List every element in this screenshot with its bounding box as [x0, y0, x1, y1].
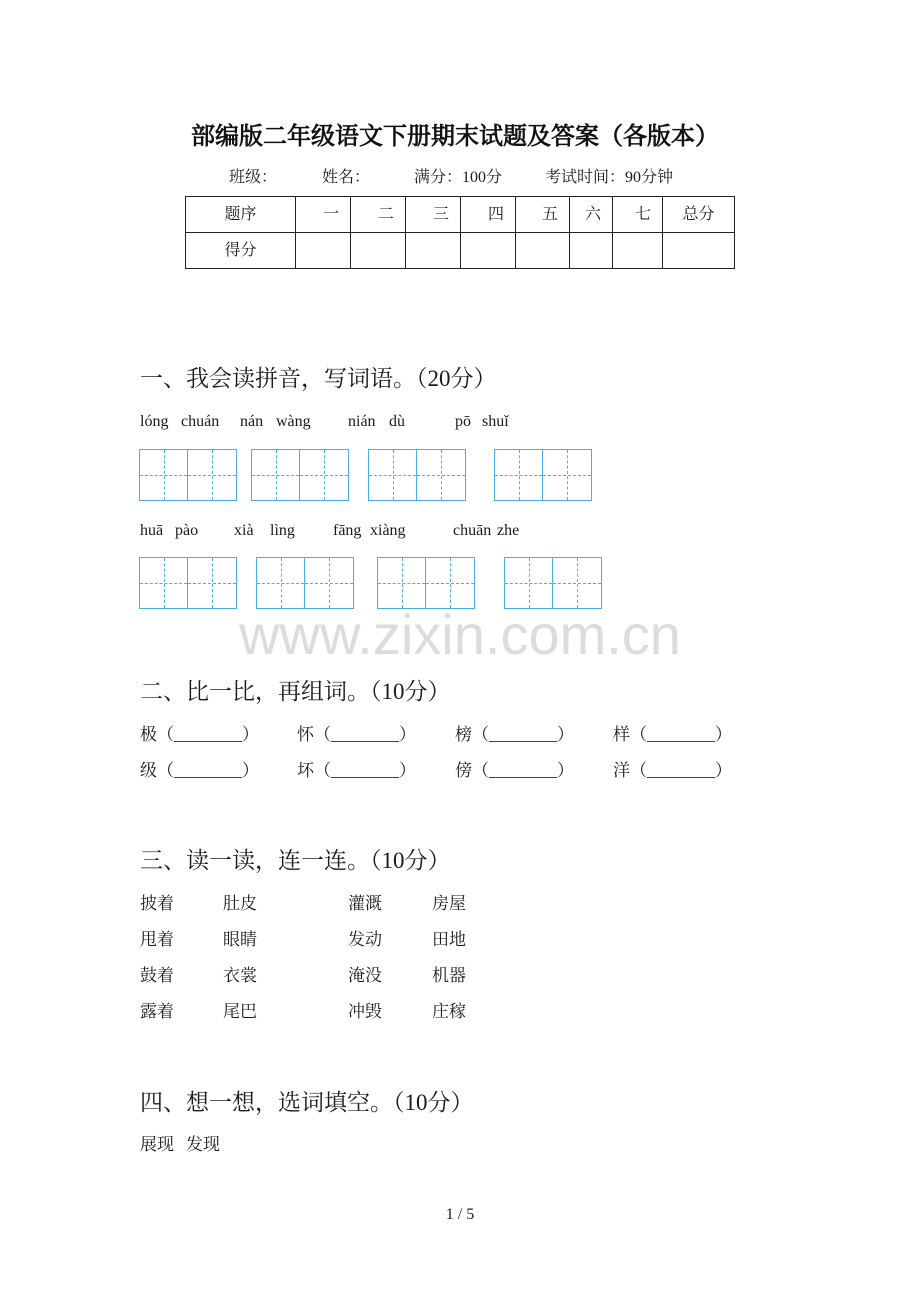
- pinyin-syllable: nián: [348, 413, 376, 430]
- writing-box: [305, 557, 354, 609]
- score-table: [185, 196, 735, 269]
- fill-in-item: 坏（________）: [297, 761, 416, 780]
- class-label: 班级：: [229, 169, 278, 186]
- score-cell: [570, 233, 613, 269]
- match-word: 机器: [432, 966, 466, 985]
- score-cell: [406, 233, 461, 269]
- score-cell: [613, 233, 663, 269]
- writing-box: [553, 557, 602, 609]
- writing-grid: [494, 449, 592, 501]
- fill-in-item: 怀（________）: [297, 725, 416, 744]
- match-word: 淹没: [348, 966, 382, 985]
- match-word: 甩着: [140, 930, 174, 949]
- match-word: 肚皮: [223, 894, 257, 913]
- section-3-heading: 三、读一读，连一连。（10分）: [140, 848, 451, 873]
- writing-box: [504, 557, 553, 609]
- pinyin-syllable: dù: [389, 413, 405, 430]
- score-label: 得分: [186, 233, 296, 269]
- writing-box: [426, 557, 475, 609]
- fill-in-item: 傍（________）: [455, 761, 574, 780]
- writing-grid: [139, 449, 237, 501]
- pinyin-syllable: chuán: [181, 413, 220, 430]
- writing-box: [543, 449, 592, 501]
- fill-in-item: 榜（________）: [455, 725, 574, 744]
- column-header: 六: [570, 197, 613, 233]
- writing-grid: [139, 557, 237, 609]
- writing-box: [256, 557, 305, 609]
- fill-in-item: 极（________）: [140, 725, 259, 744]
- name-label: 姓名：: [322, 169, 371, 186]
- score-cell: [461, 233, 516, 269]
- writing-box: [188, 557, 237, 609]
- writing-box: [368, 449, 417, 501]
- pinyin-syllable: nán: [240, 413, 264, 430]
- exam-time-label: 考试时间：90分钟: [545, 169, 674, 186]
- pinyin-syllable: pào: [175, 522, 199, 539]
- match-word: 发动: [348, 930, 382, 949]
- full-score-label: 满分：100分: [414, 169, 503, 186]
- match-word: 房屋: [432, 894, 466, 913]
- pinyin-syllable: chuān: [453, 522, 492, 539]
- pinyin-syllable: wàng: [276, 413, 311, 430]
- watermark: www.zixin.com.cn: [239, 603, 681, 666]
- writing-grid: [377, 557, 475, 609]
- page-number: 1 / 5: [445, 1206, 475, 1223]
- pinyin-syllable: lìng: [270, 522, 295, 539]
- writing-grid: [368, 449, 466, 501]
- pinyin-syllable: xiàng: [370, 522, 406, 539]
- match-word: 披着: [140, 894, 174, 913]
- writing-box: [300, 449, 349, 501]
- match-word: 露着: [140, 1002, 174, 1021]
- score-cell: [516, 233, 570, 269]
- column-header-total: 总分: [663, 197, 735, 233]
- page-title: 部编版二年级语文下册期末试题及答案（各版本）: [191, 124, 719, 150]
- score-cell: [351, 233, 406, 269]
- pinyin-syllable: huā: [140, 522, 164, 539]
- pinyin-syllable: xià: [234, 522, 254, 539]
- writing-box: [251, 449, 300, 501]
- writing-box: [139, 449, 188, 501]
- question-order-label: 题序: [186, 197, 296, 233]
- writing-box: [188, 449, 237, 501]
- section-2-heading: 二、比一比，再组词。（10分）: [140, 679, 451, 704]
- column-header: 二: [351, 197, 406, 233]
- section-4-heading: 四、想一想，选词填空。（10分）: [140, 1090, 474, 1115]
- match-word: 衣裳: [223, 966, 257, 985]
- writing-box: [139, 557, 188, 609]
- word-bank-item: 展现: [140, 1135, 174, 1154]
- score-cell: [663, 233, 735, 269]
- match-word: 鼓着: [140, 966, 174, 985]
- pinyin-syllable: shuǐ: [482, 413, 509, 430]
- section-1-heading: 一、我会读拼音，写词语。（20分）: [140, 366, 497, 391]
- fill-in-item: 洋（________）: [613, 761, 732, 780]
- column-header: 五: [516, 197, 570, 233]
- column-header: 一: [296, 197, 351, 233]
- column-header: 三: [406, 197, 461, 233]
- column-header: 七: [613, 197, 663, 233]
- match-word: 尾巴: [223, 1002, 257, 1021]
- pinyin-syllable: fāng: [333, 522, 362, 539]
- pinyin-syllable: zhe: [497, 522, 520, 539]
- writing-box: [417, 449, 466, 501]
- match-word: 灌溉: [348, 894, 382, 913]
- word-bank-item: 发现: [186, 1135, 220, 1154]
- match-word: 庄稼: [432, 1002, 466, 1021]
- fill-in-item: 级（________）: [140, 761, 259, 780]
- fill-in-item: 样（________）: [613, 725, 732, 744]
- score-table-header-row: [186, 197, 735, 233]
- column-header: 四: [461, 197, 516, 233]
- score-cell: [296, 233, 351, 269]
- score-table-score-row: [186, 233, 735, 269]
- match-word: 冲毁: [348, 1002, 382, 1021]
- writing-grid: [256, 557, 354, 609]
- writing-box: [494, 449, 543, 501]
- pinyin-syllable: lóng: [140, 413, 169, 430]
- pinyin-syllable: pō: [455, 413, 471, 430]
- writing-grid: [251, 449, 349, 501]
- writing-box: [377, 557, 426, 609]
- match-word: 眼睛: [223, 930, 257, 949]
- match-word: 田地: [432, 930, 466, 949]
- writing-grid: [504, 557, 602, 609]
